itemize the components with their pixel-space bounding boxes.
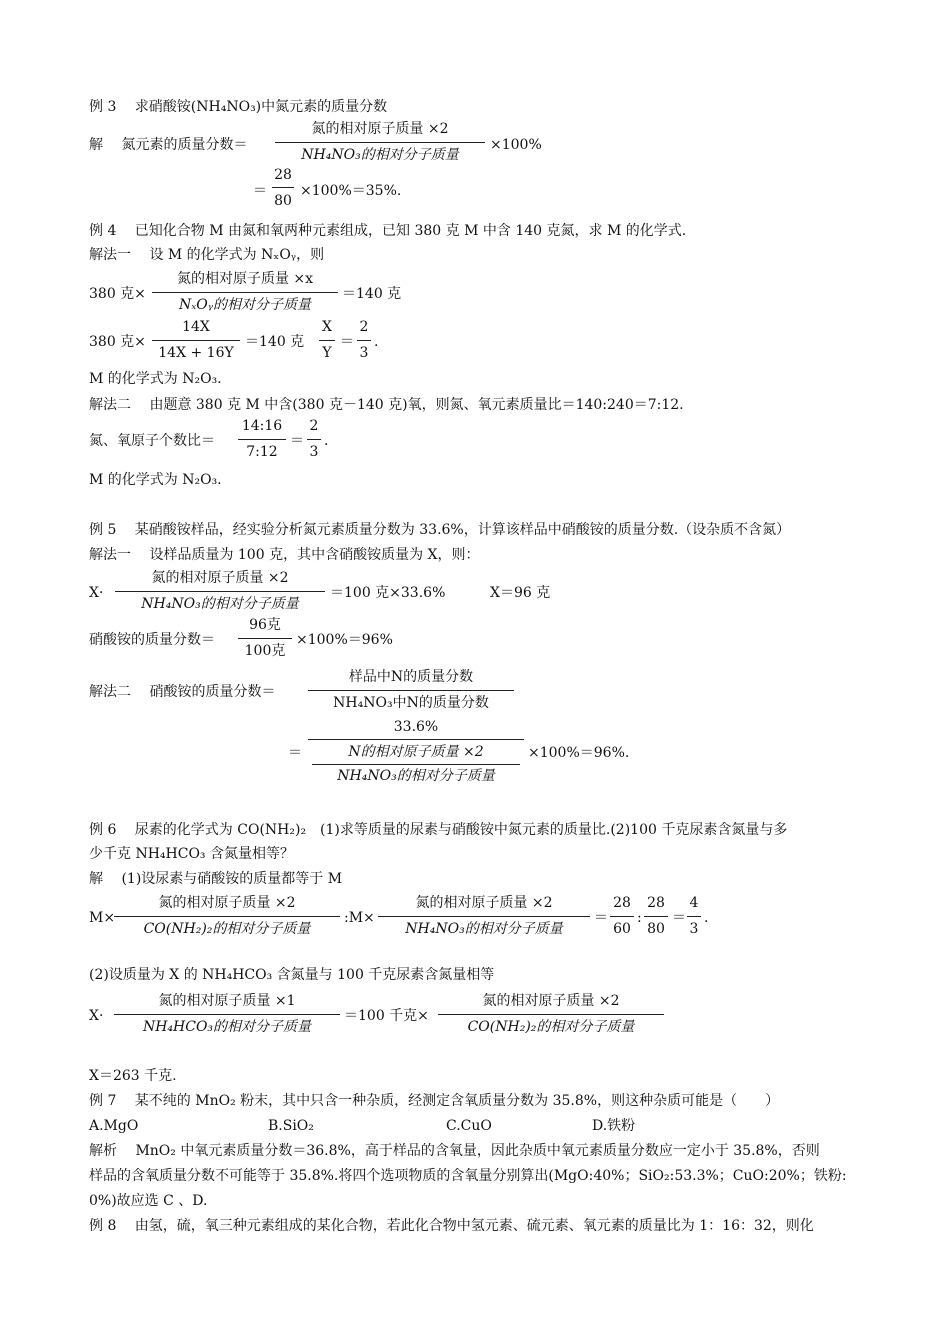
ex5-b-bar	[238, 638, 292, 639]
ex6-a-den1: CO(NH₂)₂的相对分子质量	[143, 921, 311, 937]
ex3-frac-den: NH₄NO₃的相对分子质量	[301, 147, 459, 163]
ex5-m2-num: 样品中N的质量分数	[348, 669, 474, 685]
ex4-b-den: 14X + 16Y	[158, 345, 234, 361]
ex7-analysis-line2: 样品的含氧质量分数不可能等于 35.8%.将四个选项物质的含氧量分别算出(MgO:40%；SiO₂:53.3%；CuO:20%；铁粉:	[89, 1168, 847, 1184]
ex6-a-eq2: ＝	[672, 910, 686, 926]
ex7-question: 例 7 某不纯的 MnO₂ 粉末，其中只含一种杂质，经测定含氧质量分数为 35.8%，则这种杂质可能是（ ）	[89, 1093, 780, 1109]
ex7-option-d: D.铁粉	[592, 1118, 636, 1134]
ex4-c-num: 14:16	[241, 418, 283, 434]
ex6-f1n: 28	[613, 895, 631, 911]
ex4-question: 例 4 已知化合物 M 由氮和氧两种元素组成，已知 380 克 M 中含 140 克氮，求 M 的化学式.	[89, 223, 687, 239]
ex6-solution2: (2)设质量为 X 的 NH₄HCO₃ 含氮量与 100 千克尿素含氮量相等	[89, 967, 495, 983]
ex6-a-eq: ＝	[594, 910, 608, 926]
ex4-c-pre: 氮、氧原子个数比＝	[89, 433, 215, 449]
ex5-m2-bar	[308, 690, 514, 691]
ex6-f3d: 3	[689, 921, 699, 937]
ex4-b-mid: ＝140 克	[245, 334, 305, 350]
ex4-b-bar	[152, 340, 240, 341]
ex5-a-tail: ＝100 克×33.6%	[330, 585, 446, 601]
ex6-b-pre: X·	[89, 1008, 104, 1024]
ex6-f1bar	[610, 916, 634, 917]
ex6-b-bar1	[114, 1014, 340, 1015]
ex6-a-num1: 氮的相对原子质量 ×2	[158, 895, 296, 911]
ex6-f1d: 60	[613, 921, 631, 937]
ex3-n2: 28	[274, 167, 292, 183]
ex6-b-num2: 氮的相对原子质量 ×2	[482, 993, 620, 1009]
ex4-a-tail: ＝140 克	[342, 286, 402, 302]
ex7-analysis-line1: 解析 MnO₂ 中氧元素质量分数＝36.8%，高于样品的含氧量，因此杂质中氧元素质量分数应一定小于 35.8%，否则	[89, 1143, 820, 1159]
ex6-f3n: 4	[689, 895, 699, 911]
ex6-f2bar	[644, 916, 668, 917]
ex5-c-tail: ×100%＝96%.	[528, 745, 630, 761]
ex4-method2: 解法二 由题意 380 克 M 中含(380 克－140 克)氧，则氮、氧元素质量比＝140:240＝7:12.	[89, 397, 684, 413]
ex6-solution1: 解 (1)设尿素与硝酸铵的质量都等于 M	[89, 871, 343, 887]
ex4-b-xn: X	[322, 319, 332, 335]
ex4-c-23bar	[307, 439, 321, 440]
ex5-a-res: X＝96 克	[490, 585, 551, 601]
ex5-a-num: 氮的相对原子质量 ×2	[151, 570, 289, 586]
ex6-a-pre: M×	[89, 910, 116, 926]
ex4-b-23bar	[357, 340, 371, 341]
ex7-option-a: A.MgO	[89, 1118, 139, 1134]
ex4-c-n: 2	[309, 418, 319, 434]
ex6-f3bar	[687, 916, 701, 917]
ex6-colon: :	[637, 910, 642, 926]
ex6-f2d: 80	[647, 921, 665, 937]
ex3-solution-label: 解 氮元素的质量分数＝	[89, 137, 248, 153]
ex6-question-line2: 少千克 NH₄HCO₃ 含氮量相等？	[89, 846, 294, 862]
ex4-a-pre: 380 克×	[89, 286, 146, 302]
ex4-b-n: 2	[359, 319, 369, 335]
ex4-c-eq: ＝	[290, 433, 304, 449]
ex6-a-bar1	[114, 916, 340, 917]
ex4-b-pre: 380 克×	[89, 334, 146, 350]
ex6-a-bar2	[378, 916, 590, 917]
ex4-c-end: .	[324, 433, 329, 449]
ex5-b-pre: 硝酸铵的质量分数＝	[89, 632, 215, 648]
ex5-a-pre: X·	[89, 585, 104, 601]
ex4-c-d: 3	[309, 444, 319, 460]
ex6-a-end: .	[704, 910, 709, 926]
ex5-c-mid: N的相对原子质量 ×2	[348, 744, 484, 760]
ex8-question: 例 8 由氢，硫，氧三种元素组成的某化合物，若此化合物中氢元素、硫元素、氧元素的质量比为 1：16：32，则化	[89, 1218, 814, 1234]
ex6-a-num2: 氮的相对原子质量 ×2	[415, 895, 553, 911]
ex4-b-xybar	[319, 340, 335, 341]
ex3-d2: 80	[274, 193, 292, 209]
ex4-b-yd: Y	[322, 345, 332, 361]
ex6-a-den2: NH₄NO₃的相对分子质量	[405, 921, 563, 937]
ex5-c-top: 33.6%	[393, 719, 439, 735]
ex7-option-c: C.CuO	[446, 1118, 492, 1134]
ex3-question: 例 3 求硝酸铵(NH₄NO₃)中氮元素的质量分数	[89, 99, 388, 115]
ex5-a-den: NH₄NO₃的相对分子质量	[141, 596, 299, 612]
ex6-b-den1: NH₄HCO₃的相对分子质量	[142, 1019, 312, 1035]
ex3-eq2: ＝	[253, 183, 267, 199]
ex4-a-bar	[152, 292, 338, 293]
ex4-a-num: 氮的相对原子质量 ×x	[176, 271, 314, 287]
ex6-b-mid: ＝100 千克×	[344, 1008, 429, 1024]
ex4-c-bar	[238, 439, 286, 440]
ex5-m2-pre: 解法二 硝酸铵的质量分数＝	[89, 684, 276, 700]
ex5-c-inner-bar	[312, 764, 520, 765]
ex4-b-end: .	[374, 334, 379, 350]
ex6-b-num1: 氮的相对原子质量 ×1	[158, 993, 296, 1009]
ex4-result1: M 的化学式为 N₂O₃.	[89, 371, 222, 387]
ex3-tail: ×100%	[490, 137, 542, 153]
ex4-b-eq: ＝	[340, 334, 354, 350]
ex5-c-outer-bar	[308, 739, 524, 740]
ex4-c-den: 7:12	[246, 444, 278, 460]
ex5-question: 例 5 某硝酸铵样品，经实验分析氮元素质量分数为 33.6%，计算该样品中硝酸铵的质量分数.（设杂质不含氮）	[89, 522, 791, 538]
ex6-question-line1: 例 6 尿素的化学式为 CO(NH₂)₂ (1)求等质量的尿素与硝酸铵中氮元素的质量比.(2)100 千克尿素含氮量与多	[89, 822, 788, 838]
ex5-c-eq: ＝	[288, 745, 302, 761]
ex5-c-bot: NH₄NO₃的相对分子质量	[337, 768, 495, 784]
ex6-f2n: 28	[647, 895, 665, 911]
ex6-result: X＝263 千克.	[89, 1068, 177, 1084]
ex5-method1: 解法一 设样品质量为 100 克，其中含硝酸铵质量为 X，则：	[89, 547, 480, 563]
ex3-bar2	[272, 187, 294, 188]
ex3-frac-bar	[275, 142, 485, 143]
ex5-b-num: 96克	[249, 617, 281, 633]
ex7-analysis-line3: 0%)故应选 C 、D.	[89, 1193, 208, 1209]
ex6-b-bar2	[438, 1014, 664, 1015]
ex4-b-num: 14X	[182, 319, 210, 335]
ex7-option-b: B.SiO₂	[268, 1118, 314, 1134]
ex5-b-den: 100克	[244, 643, 286, 659]
ex4-result2: M 的化学式为 N₂O₃.	[89, 472, 222, 488]
ex5-m2-den: NH₄NO₃中N的质量分数	[333, 695, 489, 711]
ex5-a-bar	[115, 591, 325, 592]
ex3-tail2: ×100%＝35%.	[300, 183, 402, 199]
ex4-b-d: 3	[359, 345, 369, 361]
ex3-frac-num: 氮的相对原子质量 ×2	[311, 121, 449, 137]
ex4-method1: 解法一 设 M 的化学式为 NₓOᵧ，则	[89, 247, 325, 263]
ex6-b-den2: CO(NH₂)₂的相对分子质量	[467, 1019, 635, 1035]
ex5-b-tail: ×100%＝96%	[296, 632, 393, 648]
ex6-a-mid: :M×	[344, 910, 375, 926]
ex4-a-den: NₓOᵧ的相对分子质量	[179, 297, 311, 313]
